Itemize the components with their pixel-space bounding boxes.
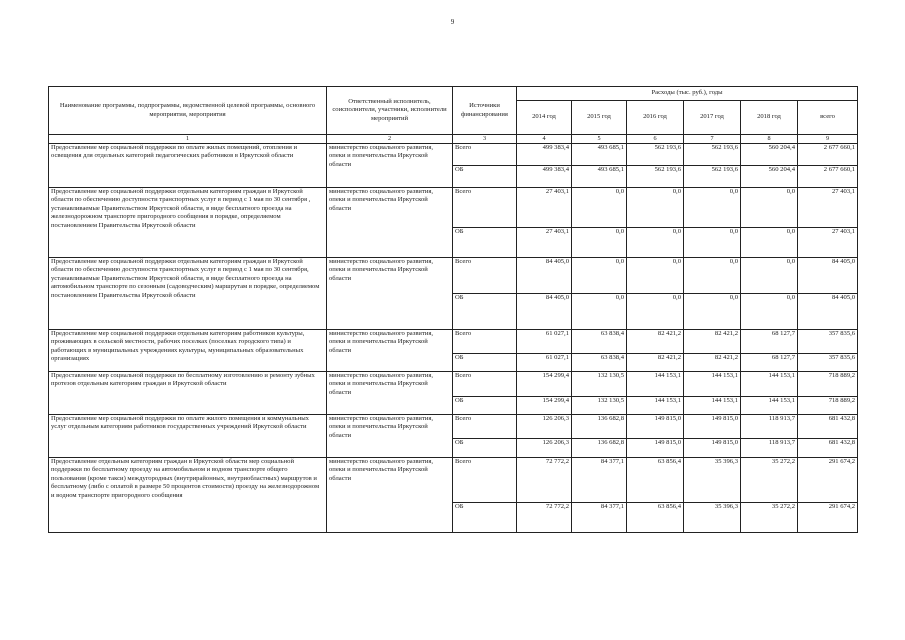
value-cell: 0,0 [741,258,798,294]
source-cell: Всего [453,144,517,166]
value-cell: 149 815,0 [627,439,684,458]
value-cell: 0,0 [684,294,741,330]
header-year: 2014 год [517,101,572,135]
source-cell: ОБ [453,439,517,458]
source-cell: ОБ [453,354,517,372]
total-cell: 718 889,2 [798,397,858,415]
source-cell: Всего [453,330,517,354]
total-cell: 84 405,0 [798,294,858,330]
table-row [49,458,858,503]
value-cell: 63 856,4 [627,503,684,533]
source-cell: Всего [453,458,517,503]
table-row [49,330,858,354]
value-cell: 144 153,1 [684,397,741,415]
column-number: 8 [741,135,798,144]
value-cell: 0,0 [684,258,741,294]
value-cell: 0,0 [741,188,798,228]
value-cell: 35 396,3 [684,503,741,533]
value-cell: 0,0 [684,188,741,228]
value-cell: 118 913,7 [741,439,798,458]
column-number: 2 [327,135,453,144]
measure-name: Предоставление мер социальной поддержки отдельным категориям работников культуры, проживающих в сельской местности, рабочих поселках (поселках городского типа) и работающих в муниципальных учреждениях культуры, муниципальных образовательных организациях [49,330,327,372]
total-cell: 2 677 660,1 [798,166,858,188]
measure-name: Предоставление мер социальной поддержки по оплате жилых помещений, отопления и освещения для отдельных категорий педагогических работников в Иркутской области [49,144,327,188]
value-cell: 144 153,1 [627,372,684,397]
table-row [49,258,858,294]
value-cell: 0,0 [627,294,684,330]
total-cell: 681 432,8 [798,415,858,439]
source-cell: Всего [453,415,517,439]
value-cell: 149 815,0 [684,439,741,458]
total-cell: 84 405,0 [798,258,858,294]
total-cell: 2 677 660,1 [798,144,858,166]
value-cell: 84 377,1 [572,503,627,533]
executor-cell: министерство социального развития, опеки и попечительства Иркутской области [327,144,453,188]
value-cell: 0,0 [741,228,798,258]
header-expenses: Расходы (тыс. руб.), годы [517,87,858,101]
value-cell: 0,0 [684,228,741,258]
value-cell: 0,0 [627,228,684,258]
value-cell: 562 193,6 [684,166,741,188]
value-cell: 126 206,3 [517,415,572,439]
value-cell: 0,0 [627,188,684,228]
measure-name: Предоставление мер социальной поддержки по бесплатному изготовлению и ремонту зубных протезов отдельным категориям граждан в Иркутской области [49,372,327,415]
header-executor: Ответственный исполнитель, соисполнители, участники, исполнители мероприятий [327,87,453,135]
value-cell: 499 383,4 [517,166,572,188]
table-row [49,372,858,397]
value-cell: 82 421,2 [684,354,741,372]
header-total: всего [798,101,858,135]
value-cell: 68 127,7 [741,354,798,372]
value-cell: 0,0 [741,294,798,330]
value-cell: 72 772,2 [517,503,572,533]
value-cell: 35 396,3 [684,458,741,503]
value-cell: 35 272,2 [741,503,798,533]
value-cell: 27 403,1 [517,188,572,228]
value-cell: 562 193,6 [627,144,684,166]
page-number: 9 [450,18,455,26]
header-year: 2018 год [741,101,798,135]
value-cell: 149 815,0 [684,415,741,439]
value-cell: 499 383,4 [517,144,572,166]
executor-cell: министерство социального развития, опеки и попечительства Иркутской области [327,330,453,372]
value-cell: 144 153,1 [684,372,741,397]
executor-cell: министерство социального развития, опеки и попечительства Иркутской области [327,372,453,415]
value-cell: 136 682,8 [572,439,627,458]
value-cell: 82 421,2 [627,354,684,372]
executor-cell: министерство социального развития, опеки и попечительства Иркутской области [327,415,453,458]
value-cell: 132 130,5 [572,397,627,415]
column-number: 7 [684,135,741,144]
table-row [49,415,858,439]
total-cell: 681 432,8 [798,439,858,458]
value-cell: 0,0 [572,228,627,258]
total-cell: 27 403,1 [798,188,858,228]
column-number: 3 [453,135,517,144]
total-cell: 27 403,1 [798,228,858,258]
value-cell: 68 127,7 [741,330,798,354]
value-cell: 560 204,4 [741,166,798,188]
value-cell: 72 772,2 [517,458,572,503]
header-source: Источники финансирования [453,87,517,135]
value-cell: 35 272,2 [741,458,798,503]
value-cell: 82 421,2 [684,330,741,354]
executor-cell: министерство социального развития, опеки и попечительства Иркутской области [327,188,453,258]
value-cell: 118 913,7 [741,415,798,439]
value-cell: 560 204,4 [741,144,798,166]
value-cell: 154 299,4 [517,397,572,415]
total-cell: 357 835,6 [798,330,858,354]
column-number: 4 [517,135,572,144]
value-cell: 61 027,1 [517,330,572,354]
value-cell: 61 027,1 [517,354,572,372]
value-cell: 0,0 [627,258,684,294]
total-cell: 291 674,2 [798,503,858,533]
value-cell: 84 405,0 [517,294,572,330]
value-cell: 27 403,1 [517,228,572,258]
column-number: 6 [627,135,684,144]
value-cell: 84 377,1 [572,458,627,503]
source-cell: Всего [453,372,517,397]
value-cell: 63 838,4 [572,354,627,372]
value-cell: 84 405,0 [517,258,572,294]
header-year: 2015 год [572,101,627,135]
value-cell: 144 153,1 [741,372,798,397]
total-cell: 357 835,6 [798,354,858,372]
value-cell: 144 153,1 [741,397,798,415]
total-cell: 291 674,2 [798,458,858,503]
source-cell: ОБ [453,503,517,533]
value-cell: 562 193,6 [684,144,741,166]
table-row [49,144,858,166]
value-cell: 0,0 [572,294,627,330]
header-name: Наименование программы, подпрограммы, ведомственной целевой программы, основного мероприятия, мероприятия [49,87,327,135]
source-cell: Всего [453,188,517,228]
value-cell: 63 856,4 [627,458,684,503]
value-cell: 562 193,6 [627,166,684,188]
value-cell: 132 130,5 [572,372,627,397]
measure-name: Предоставление мер социальной поддержки отдельным категориям граждан в Иркутской области по обеспечению доступности транспортных услуг в период с 1 мая по 30 сентября , устанавливаемые Правительством Иркутской области, в виде бесплатного проезда на железнодорожном транспорте пригородного сообщения в порядке, определяемом постановлением Правительства Иркутской области [49,188,327,258]
source-cell: ОБ [453,166,517,188]
value-cell: 63 838,4 [572,330,627,354]
column-number: 5 [572,135,627,144]
table-row [49,188,858,228]
measure-name: Предоставление мер социальной поддержки по оплате жилого помещения и коммунальных услуг отдельным категориям работников государственных учреждений Иркутской области [49,415,327,458]
value-cell: 144 153,1 [627,397,684,415]
value-cell: 0,0 [572,188,627,228]
value-cell: 493 685,1 [572,166,627,188]
source-cell: ОБ [453,294,517,330]
value-cell: 493 685,1 [572,144,627,166]
source-cell: Всего [453,258,517,294]
column-number: 1 [49,135,327,144]
budget-table [48,86,858,533]
measure-name: Предоставление отдельным категориям граждан в Иркутской области мер социальной поддержки по бесплатному проезду на автомобильном и водном транспорте общего пользования (кроме такси) междугородных (внутрирайонных, внутриобластных) маршрутов и бесплатному (либо с оплатой в размере 50 процентов стоимости) проезду на железнодорожном и водном транспорте пригородного сообщения [49,458,327,533]
value-cell: 136 682,8 [572,415,627,439]
value-cell: 149 815,0 [627,415,684,439]
header-year: 2017 год [684,101,741,135]
header-year: 2016 год [627,101,684,135]
source-cell: ОБ [453,397,517,415]
measure-name: Предоставление мер социальной поддержки отдельным категориям граждан в Иркутской области по обеспечению доступности транспортных услуг в период с 1 мая по 30 сентября, устанавливаемые Правительством Иркутской области, в виде бесплатного проезда на автомобильном транспорте по сезонным (садоводческим) маршрутам в порядке, определяемом постановлением Правительства Иркутской области [49,258,327,330]
value-cell: 126 206,3 [517,439,572,458]
value-cell: 82 421,2 [627,330,684,354]
executor-cell: министерство социального развития, опеки и попечительства Иркутской области [327,258,453,330]
value-cell: 154 299,4 [517,372,572,397]
value-cell: 0,0 [572,258,627,294]
source-cell: ОБ [453,228,517,258]
column-number: 9 [798,135,858,144]
total-cell: 718 889,2 [798,372,858,397]
executor-cell: министерство социального развития, опеки и попечительства Иркутской области [327,458,453,533]
